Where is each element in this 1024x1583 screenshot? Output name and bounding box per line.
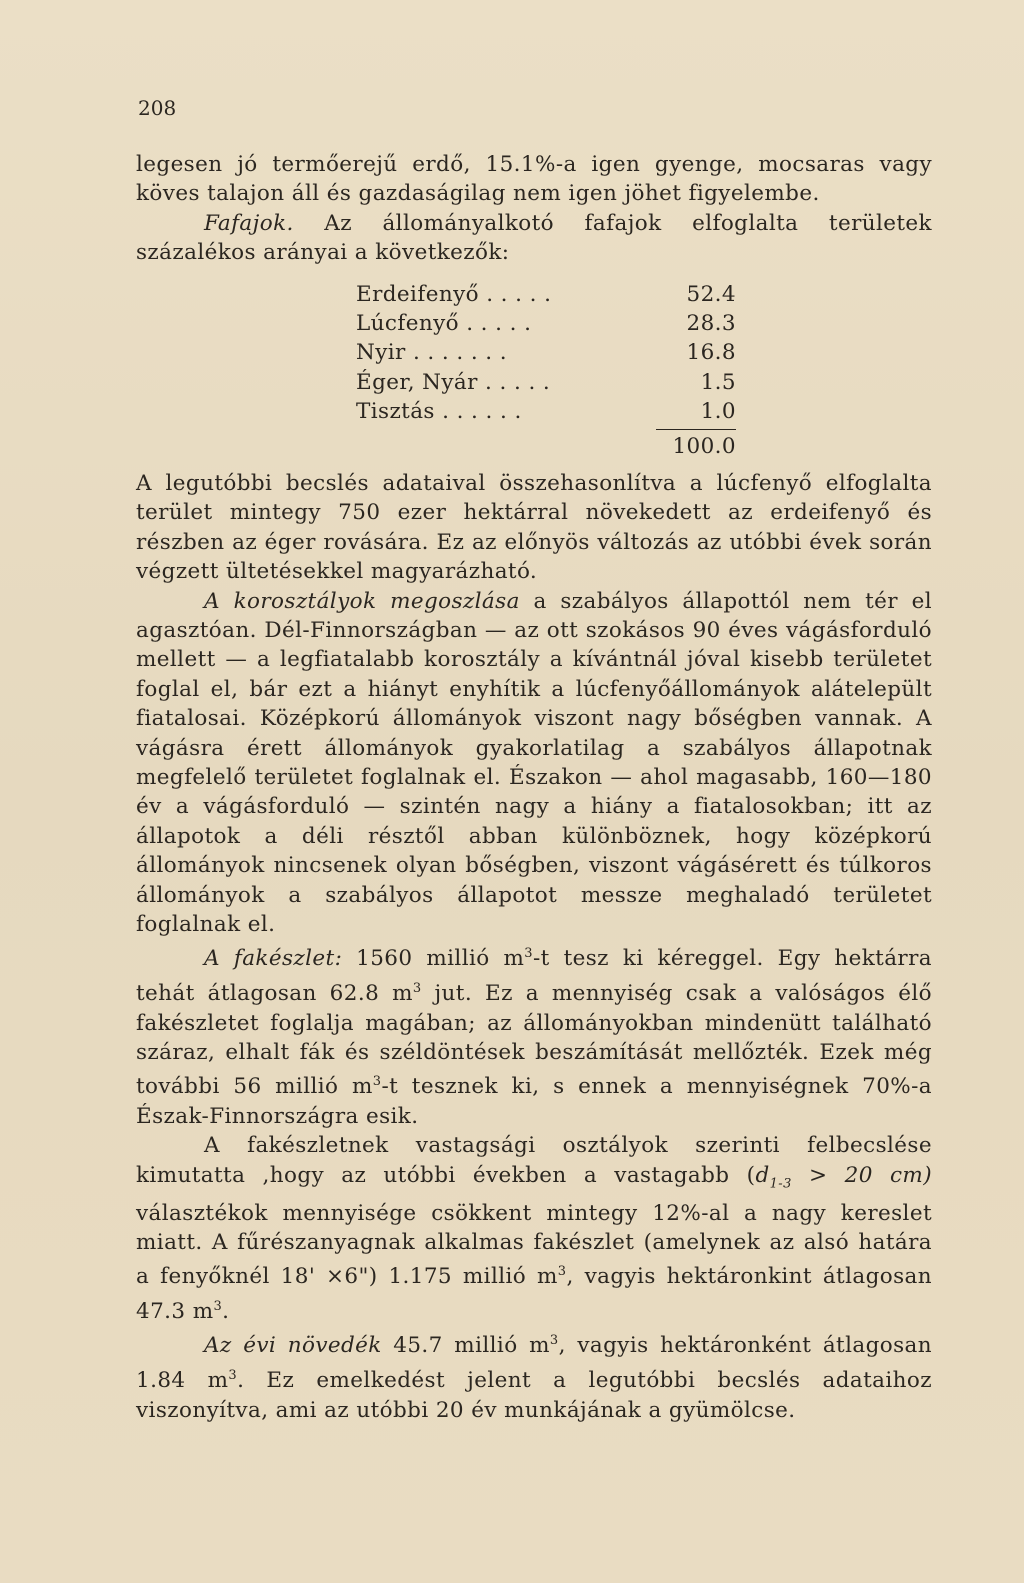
- table-total: 100.0: [672, 433, 736, 459]
- paragraph-text: választékok mennyisége csökkent mintegy 12%-al a nagy kereslet miatt. A fűrészanyagnak alkalmas fakészlet (amelynek az alsó határa a fenyőknél 18' ×6") 1.175 millió m: [136, 1200, 932, 1290]
- leader-dots: . . . . .: [477, 369, 551, 395]
- species-name: Éger, Nyár: [356, 369, 478, 395]
- section-head-korosztalyok: A korosztályok megoszlása: [204, 588, 520, 614]
- paragraph-text: , vagyis hektáronként átlagosan 1.84 m: [136, 1333, 932, 1394]
- paragraph-fakeszlet: [136, 939, 932, 1131]
- species-table: [356, 280, 736, 461]
- superscript: 3: [549, 1333, 559, 1349]
- leader-dots: . . . . . . .: [405, 340, 507, 366]
- species-name: Lúcfenyő: [356, 311, 459, 337]
- superscript: 3: [412, 981, 422, 997]
- subscript: 1-3: [769, 1176, 792, 1192]
- superscript: 3: [228, 1368, 238, 1383]
- diameter-comparison: > 20 cm): [791, 1162, 933, 1188]
- page-number: 208: [138, 96, 177, 120]
- paragraph-text: 1560 millió m: [342, 946, 525, 972]
- paragraph-text: -t tesz ki kéreggel. Egy hektárra tehát átlagosan 62.8 m: [136, 946, 932, 1007]
- section-head-fakeszlet: A fakészlet:: [204, 946, 343, 972]
- table-row: [356, 397, 736, 426]
- superscript: 3: [557, 1264, 567, 1280]
- superscript: 3: [524, 946, 533, 962]
- section-head-novedek: Az évi növedék: [204, 1333, 382, 1359]
- paragraph-text: A fakészletnek vastagsági osztályok szerinti felbecslése kimutatta ,hogy az utóbbi években a vastagabb (: [136, 1133, 932, 1188]
- paragraph-text: . Ez emelkedést jelent a legutóbbi becslés adataihoz viszonyítva, ami az utóbbi 20 év munkájának a gyümölcse.: [136, 1368, 932, 1423]
- paragraph-vastagsag: [136, 1131, 932, 1326]
- species-value: 1.0: [700, 399, 736, 425]
- table-row: [356, 280, 736, 309]
- species-value: 1.5: [700, 369, 736, 395]
- species-value: 52.4: [686, 281, 736, 307]
- paragraph-novedek: [136, 1326, 932, 1425]
- leader-dots: . . . . . .: [434, 399, 522, 425]
- paragraph-3: A legutóbbi becslés adataival összehasonlítva a lúcfenyő elfoglalta terület mintegy 750 ezer hektárral növekedett az erdeifenyő és részben az éger rovására. Ez az előnyös változás az utóbbi évek során végzett ültetésekkel magyarázható.: [136, 470, 932, 585]
- leader-dots: . . . . .: [458, 311, 532, 337]
- species-name: Tisztás: [356, 399, 435, 425]
- paragraph-text: 45.7 millió m: [381, 1333, 550, 1359]
- paragraph-1: legesen jó termőerejű erdő, 15.1%-a igen gyenge, mocsaras vagy köves talajon áll és gazdaságilag nem igen jöhet figyelembe.: [136, 152, 932, 207]
- table-row: [356, 338, 736, 367]
- paragraph-fafajok: [136, 209, 932, 268]
- species-name: Nyir: [356, 340, 406, 366]
- diameter-symbol: d: [755, 1162, 770, 1188]
- species-value: 16.8: [686, 340, 736, 366]
- paragraph-text: .: [222, 1299, 230, 1325]
- paragraph-text: a szabályos állapottól nem tér el agasztóan. Dél-Finnországban — az ott szokásos 90 éves vágásforduló mellett — a legfiatalabb korosztály a kívántnál jóval kisebb területet foglal el, bár ezt a hiányt enyhítik a lúcfenyőállományok alátelepült fiatalosai. Középkorú állományok viszont nagy bőségben vannak. A vágásra érett állományok gyakorlatilag a szabályos állapotnak megfelelő területet foglalnak el. Északon — ahol magasabb, 160—180 év a vágásforduló — szintén nagy a hiány a fiatalosokban; itt az állapotok a déli résztől abban különböznek, hogy középkorú állományok nincsenek olyan bőségben, viszont vágásérett és túlkoros állományok a szabályos állapotot messze meghaladó területet foglalnak el.: [136, 588, 933, 938]
- paragraph-text: , vagyis hektáronkint átlagosan 47.3 m: [136, 1264, 932, 1325]
- sum-rule: [656, 429, 736, 430]
- paragraph-text: -t tesznek ki, s ennek a mennyiségnek 70%-a Észak-Finnországra esik.: [136, 1074, 933, 1129]
- superscript: 3: [213, 1298, 223, 1314]
- species-value: 28.3: [686, 311, 736, 337]
- paragraph-text: Az állományalkotó fafajok elfoglalta területek százalékos arányai a következők:: [136, 210, 932, 266]
- species-name: Erdeifenyő: [356, 281, 479, 307]
- page-body: [136, 150, 932, 1425]
- section-head-fafajok: Fafajok.: [204, 210, 294, 236]
- superscript: 3: [372, 1074, 382, 1090]
- paragraph-text: jut. Ez a mennyiség csak a valóságos élő fakészletet foglalja magában; az állományokban mindenütt található száraz, elhalt fák és széldöntések beszámítását mellőzték. Ezek még további 56 millió m: [136, 981, 932, 1100]
- table-row: [356, 309, 736, 338]
- paragraph-korosztalyok: [136, 587, 932, 940]
- table-row: [356, 368, 736, 397]
- leader-dots: . . . . .: [478, 281, 552, 307]
